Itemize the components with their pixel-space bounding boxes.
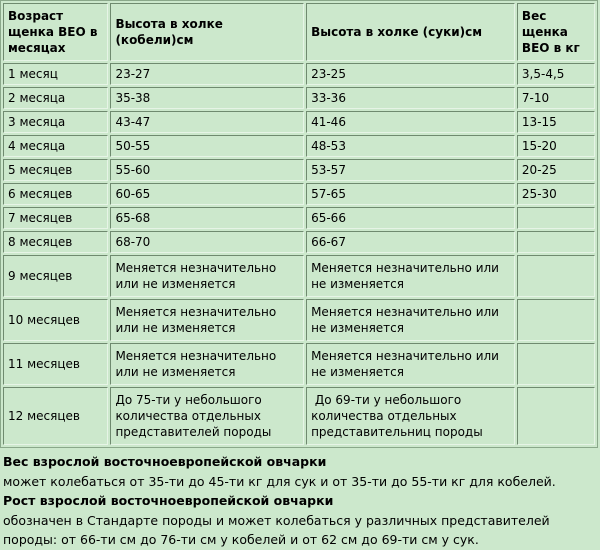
- header-male-height: Высота в холке (кобели)см: [110, 3, 304, 61]
- table-row: [3, 111, 595, 133]
- age-cell: 4 месяца: [3, 135, 108, 157]
- male-height-cell: До 75-ти у небольшого количества отдельных представителей породы: [110, 387, 304, 445]
- age-cell: 5 месяцев: [3, 159, 108, 181]
- male-height-cell: Меняется незначительно или не изменяется: [110, 299, 304, 341]
- male-height-cell: 65-68: [110, 207, 304, 229]
- weight-note-text: может колебаться от 35-ти до 45-ти кг для сук и от 35-ти до 55-ти кг для кобелей.: [3, 473, 556, 489]
- header-weight: Вес щенка ВЕО в кг: [517, 3, 595, 61]
- table-row: [3, 87, 595, 109]
- male-height-cell: 35-38: [110, 87, 304, 109]
- female-height-cell: 57-65: [306, 183, 515, 205]
- age-cell: 2 месяца: [3, 87, 108, 109]
- age-cell: 10 месяцев: [3, 299, 108, 341]
- female-height-cell: До 69-ти у небольшого количества отдельных представительниц породы: [306, 387, 515, 445]
- weight-cell: 3,5-4,5: [517, 63, 595, 85]
- table-row: [3, 255, 595, 297]
- height-note-text-2: породы: от 66-ти см до 76-ти см у кобелей и от 62 см до 69-ти см у сук.: [3, 532, 479, 547]
- table-row: [3, 183, 595, 205]
- height-note-title: Рост взрослой восточноевропейской овчарки: [3, 493, 334, 508]
- weight-cell: [517, 343, 595, 385]
- table-row: [3, 63, 595, 85]
- table-row: [3, 135, 595, 157]
- table-header-row: [3, 3, 595, 61]
- header-age: Возраст щенка ВЕО в месяцах: [3, 3, 108, 61]
- female-height-cell: Меняется незначительно или не изменяется: [306, 255, 515, 297]
- weight-cell: 13-15: [517, 111, 595, 133]
- table-row: [3, 207, 595, 229]
- table-row: [3, 231, 595, 253]
- weight-cell: [517, 231, 595, 253]
- male-height-cell: 50-55: [110, 135, 304, 157]
- female-height-cell: 23-25: [306, 63, 515, 85]
- female-height-cell: 48-53: [306, 135, 515, 157]
- female-height-cell: 41-46: [306, 111, 515, 133]
- female-height-cell: 66-67: [306, 231, 515, 253]
- weight-cell: 7-10: [517, 87, 595, 109]
- female-height-cell: Меняется незначительно или не изменяется: [306, 343, 515, 385]
- weight-cell: 25-30: [517, 183, 595, 205]
- female-height-cell: Меняется незначительно или не изменяется: [306, 299, 515, 341]
- age-cell: 8 месяцев: [3, 231, 108, 253]
- age-cell: 6 месяцев: [3, 183, 108, 205]
- age-cell: 11 месяцев: [3, 343, 108, 385]
- male-height-cell: 68-70: [110, 231, 304, 253]
- weight-cell: 20-25: [517, 159, 595, 181]
- notes: [3, 452, 597, 550]
- male-height-cell: Меняется незначительно или не изменяется: [110, 343, 304, 385]
- table-row: [3, 299, 595, 341]
- header-female-height: Высота в холке (суки)см: [306, 3, 515, 61]
- weight-cell: [517, 255, 595, 297]
- weight-cell: 15-20: [517, 135, 595, 157]
- male-height-cell: 43-47: [110, 111, 304, 133]
- weight-note-title: Вес взрослой восточноевропейской овчарки: [3, 454, 327, 469]
- table-row: [3, 387, 595, 445]
- age-cell: 12 месяцев: [3, 387, 108, 445]
- female-height-cell: 53-57: [306, 159, 515, 181]
- male-height-cell: 55-60: [110, 159, 304, 181]
- male-height-cell: 23-27: [110, 63, 304, 85]
- male-height-cell: 60-65: [110, 183, 304, 205]
- weight-cell: [517, 299, 595, 341]
- table-body: [3, 63, 595, 445]
- age-cell: 7 месяцев: [3, 207, 108, 229]
- age-cell: 9 месяцев: [3, 255, 108, 297]
- male-height-cell: Меняется незначительно или не изменяется: [110, 255, 304, 297]
- table-row: [3, 343, 595, 385]
- table-row: [3, 159, 595, 181]
- weight-cell: [517, 387, 595, 445]
- female-height-cell: 65-66: [306, 207, 515, 229]
- weight-cell: [517, 207, 595, 229]
- female-height-cell: 33-36: [306, 87, 515, 109]
- height-note-text-1: обозначен в Стандарте породы и может колебаться у различных представителей: [3, 512, 550, 528]
- age-cell: 1 месяц: [3, 63, 108, 85]
- age-cell: 3 месяца: [3, 111, 108, 133]
